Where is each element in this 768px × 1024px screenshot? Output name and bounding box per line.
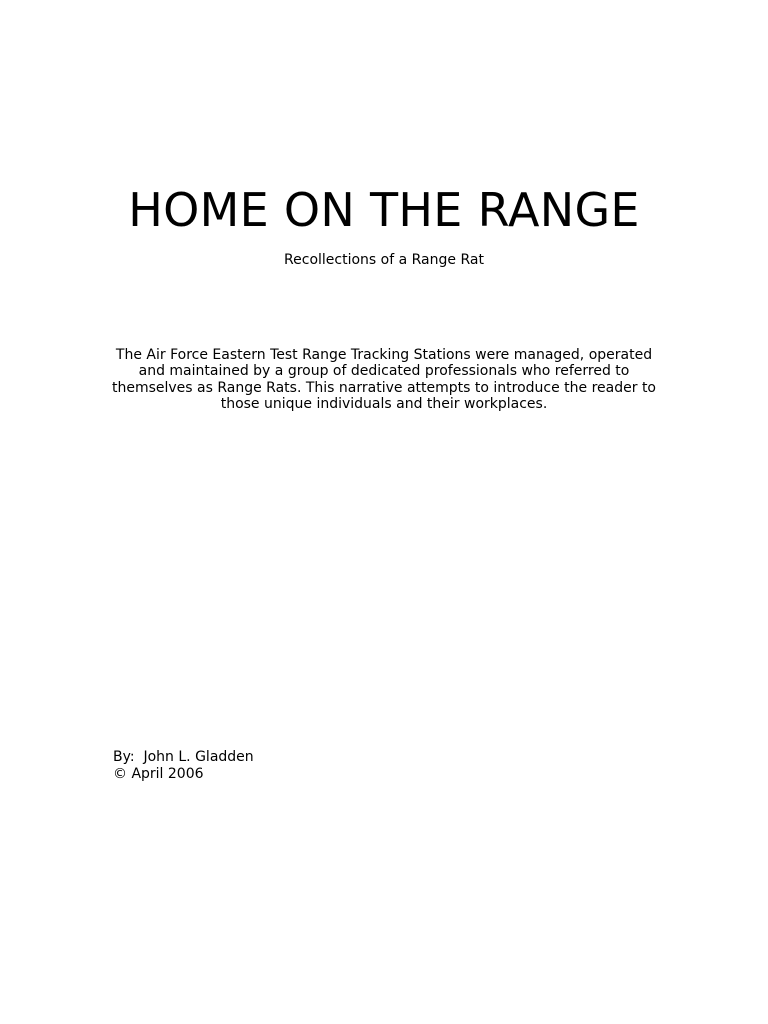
author-line: By: John L. Gladden (113, 749, 254, 765)
abstract-line: themselves as Range Rats. This narrative attempts to introduce the reader to (111, 379, 656, 396)
abstract-line: The Air Force Eastern Test Range Tracking Stations were managed, operated (115, 347, 653, 363)
byline-block (113, 749, 254, 782)
abstract-line: those unique individuals and their workplaces. (220, 395, 548, 412)
document-title: HOME ON THE RANGE (128, 183, 640, 237)
document-subtitle: Recollections of a Range Rat (284, 252, 484, 268)
copyright-line: © April 2006 (113, 765, 204, 782)
abstract-line: and maintained by a group of dedicated professionals who referred to (138, 363, 630, 380)
abstract-paragraph (104, 347, 664, 412)
